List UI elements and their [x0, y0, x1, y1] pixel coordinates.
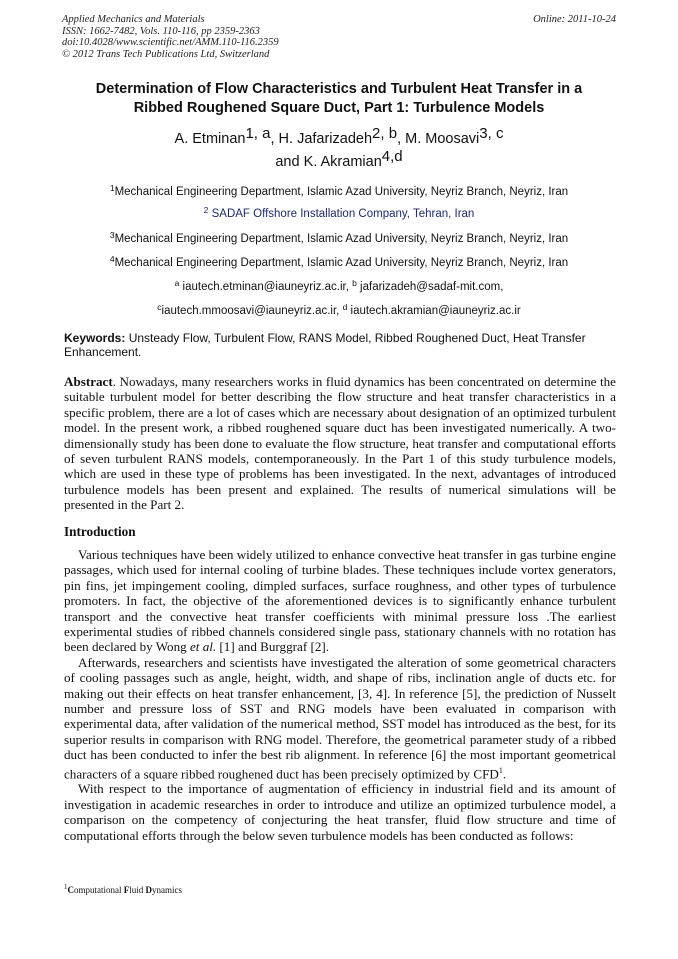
- author-name: , H. Jafarizadeh: [270, 131, 373, 147]
- keywords: [64, 331, 616, 359]
- author-sup: 1, a: [245, 125, 271, 142]
- footnote: [64, 883, 182, 895]
- intro-paragraph-1: [64, 547, 616, 655]
- keywords-label: Keywords:: [64, 331, 126, 345]
- abstract-paragraph: [64, 374, 616, 513]
- footnote-num: 1: [64, 883, 68, 891]
- email-a: iautech.etminan@iauneyriz.ac.ir,: [182, 281, 349, 293]
- footnote-text: ynamics: [152, 885, 183, 895]
- journal-doi: doi:10.4028/www.scientific.net/AMM.110-116.2359: [62, 37, 279, 48]
- affiliation-text: Mechanical Engineering Department, Islamic Azad University, Neyriz Branch, Neyriz, Iran: [114, 257, 569, 269]
- footnote-c: C: [67, 885, 74, 895]
- author-sup: 2, b: [372, 125, 398, 142]
- p2-footnote-ref: 1: [498, 765, 503, 775]
- affiliation-1: [50, 183, 628, 198]
- title-line-1: Determination of Flow Characteristics and Turbulent Heat Transfer in a: [95, 81, 583, 97]
- p1-text-end: [1] and Burggraf [2].: [216, 639, 329, 655]
- intro-paragraph-2: [64, 655, 616, 782]
- affiliation-2: [50, 205, 628, 220]
- affiliation-text: Mechanical Engineering Department, Islamic Azad University, Neyriz Branch, Neyriz, Iran: [114, 186, 569, 198]
- introduction-body: [64, 547, 616, 843]
- affiliation-3: [50, 230, 628, 245]
- email-sup: d: [342, 302, 348, 312]
- footnote-f: F: [123, 885, 130, 895]
- email-b: jafarizadeh@sadaf-mit.com,: [360, 281, 504, 293]
- email-sup: b: [352, 278, 357, 288]
- p1-text: Various techniques have been widely utilized to enhance convective heat transfer in gas turbine engine passages, which used for internal cooling of turbine blades. These techniques include vortex generators, pin fins, jet impingement cooling, dimpled surfaces, surface roughness, and other types of turbulence promoters. In fact, the objective of the aforementioned devices is to significantly enhance turbulent transport and the convective heat transfer coefficients with minimal pressure loss .The earliest experimental studies of ribbed channels considered single pass, stationary channels with no rotation has been declared by Wong: [64, 547, 616, 655]
- author-sup: 4,d: [381, 148, 403, 165]
- journal-issn: ISSN: 1662-7482, Vols. 110-116, pp 2359-2363: [62, 25, 260, 37]
- p2-text-end: .: [502, 766, 507, 782]
- author-name: A. Etminan: [174, 131, 246, 147]
- affiliation-4: [50, 254, 628, 269]
- email-sup: a: [174, 278, 180, 288]
- abstract-label: Abstract: [64, 374, 113, 389]
- affiliation-num: 4: [109, 254, 115, 264]
- p2-text: Afterwards, researchers and scientists have investigated the alteration of some geometrical characters of cooling passages such as angle, height, width, and shape of ribs, inclination angle of ducts etc. for making out their effects on heat transfer enhancement, [3, 4]. In reference [5], the prediction of Nusselt number and pressure loss of SST and RNG models have been evaluated in comparison with experimental data, after validation of the numerical method, SST model has introduced as the best, for its superior results in comparison with RNG model. Therefore, the geometrical parameter study of a ribbed duct has been conducted to infer the best rib alignment. In reference [6] the most important geometrical characters of a square ribbed roughened duct has been precisely optimized by CFD: [64, 654, 616, 782]
- footnote-text: omputational: [74, 885, 124, 895]
- footnote-d: D: [145, 885, 153, 895]
- keywords-text: Unsteady Flow, Turbulent Flow, RANS Model, Ribbed Roughened Duct, Heat Transfer Enhancement.: [64, 331, 586, 359]
- email-d: iautech.akramian@iauneyriz.ac.ir: [350, 305, 521, 317]
- author-line-2: [50, 148, 628, 174]
- title-line-2: Ribbed Roughened Square Duct, Part 1: Turbulence Models: [133, 100, 545, 116]
- author-sup: 3, c: [479, 125, 504, 142]
- author-name: and K. Akramian: [275, 154, 382, 170]
- online-date: Online: 2011-10-24: [533, 14, 616, 25]
- affiliation-num: 2: [203, 205, 209, 215]
- author-name: , M. Moosavi: [397, 131, 480, 147]
- paper-title: [50, 80, 628, 118]
- email-line-2: [50, 302, 628, 317]
- author-line-1: [50, 125, 628, 151]
- journal-name: Applied Mechanics and Materials: [62, 14, 205, 25]
- footnote-text: luid: [129, 885, 146, 895]
- email-c: iautech.mmoosavi@iauneyriz.ac.ir,: [161, 305, 340, 317]
- journal-header: [62, 14, 279, 60]
- abstract-text: . Nowadays, many researchers works in fluid dynamics has been concentrated on determine the suitable turbulent model for better describing the flow structure and heat transfer characteristics in a specific problem, there are a lot of cases which are necessary about designation of an optimized turbulent model. In the present work, a ribbed roughened square duct has been investigated numerically. A two-dimensionally study has been done to evaluate the flow structure, heat transfer and computational efforts of seven turbulent RANS models, contemporaneously. In the Part 1 of this study turbulence models, which are used in these type of problems has been investigated. In the next, advantages of introduced turbulence models has been present and explained. The results of numerical simulations will be presented in the Part 2.: [64, 374, 616, 513]
- affiliation-num: 1: [109, 183, 115, 193]
- email-sup: c: [157, 302, 162, 312]
- introduction-heading: Introduction: [64, 524, 136, 539]
- author-list: [50, 125, 628, 174]
- abstract: [64, 374, 616, 513]
- affiliation-text: SADAF Offshore Installation Company, Tehran, Iran: [211, 208, 475, 220]
- affiliation-num: 3: [109, 230, 115, 240]
- journal-copyright: © 2012 Trans Tech Publications Ltd, Switzerland: [62, 48, 270, 60]
- intro-paragraph-3: With respect to the importance of augmentation of efficiency in industrial field and its amount of investigation in academic researches in order to introduce and utilize an optimized turbulence model, a comparison on the competency of conjecturing the heat transfer, fluid flow structure and time of computational efforts through the below seven turbulence models has been conducted as follows:: [64, 781, 616, 843]
- email-line-1: [50, 278, 628, 293]
- affiliation-text: Mechanical Engineering Department, Islamic Azad University, Neyriz Branch, Neyriz, Iran: [114, 233, 569, 245]
- p1-etal: et al.: [189, 639, 217, 655]
